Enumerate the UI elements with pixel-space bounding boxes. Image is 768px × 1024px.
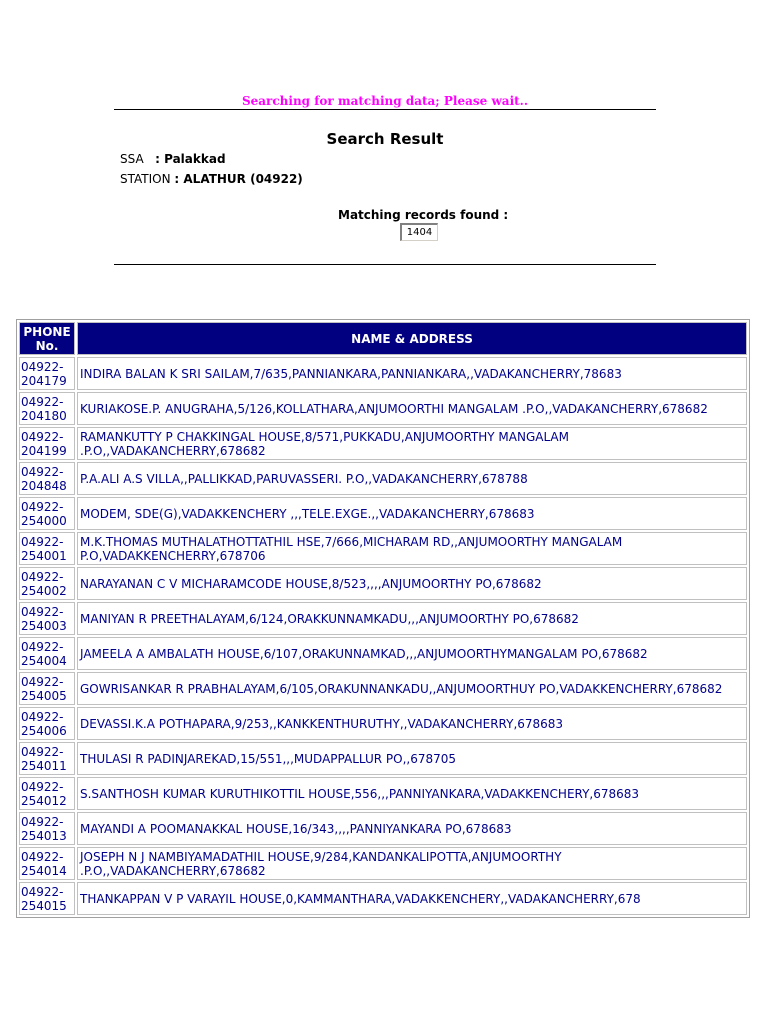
phone-number-cell: 04922-204848: [19, 462, 75, 495]
results-table: [16, 319, 750, 918]
table-row: [19, 462, 747, 495]
phone-number-cell: 04922-254015: [19, 882, 75, 915]
phone-number-cell: 04922-254012: [19, 777, 75, 810]
phone-number-cell: 04922-204179: [19, 357, 75, 390]
divider-bottom: [114, 264, 656, 265]
name-address-cell: DEVASSI.K.A POTHAPARA,9/253,,KANKKENTHURUTHY,,VADAKANCHERRY,678683: [77, 707, 747, 740]
phone-number-cell: 04922-254013: [19, 812, 75, 845]
name-address-cell: RAMANKUTTY P CHAKKINGAL HOUSE,8/571,PUKKADU,ANJUMOORTHY MANGALAM .P.O,,VADAKANCHERRY,678682: [77, 427, 747, 460]
station-value: : ALATHUR (04922): [174, 172, 303, 186]
ssa-line: [120, 152, 226, 166]
name-address-cell: THULASI R PADINJAREKAD,15/551,,,MUDAPPALLUR PO,,678705: [77, 742, 747, 775]
name-address-cell: JOSEPH N J NAMBIYAMADATHIL HOUSE,9/284,KANDANKALIPOTTA,ANJUMOORTHY .P.O,,VADAKANCHERRY,678682: [77, 847, 747, 880]
column-header-name-address: NAME & ADDRESS: [77, 322, 747, 355]
page-title: Search Result: [326, 130, 444, 148]
phone-number-cell: 04922-204199: [19, 427, 75, 460]
name-address-cell: MANIYAN R PREETHALAYAM,6/124,ORAKKUNNAMKADU,,,ANJUMOORTHY PO,678682: [77, 602, 747, 635]
table-row: [19, 427, 747, 460]
status-message: Searching for matching data; Please wait..: [241, 94, 529, 108]
phone-number-cell: 04922-254001: [19, 532, 75, 565]
name-address-cell: JAMEELA A AMBALATH HOUSE,6/107,ORAKUNNAMKAD,,,ANJUMOORTHYMANGALAM PO,678682: [77, 637, 747, 670]
table-row: [19, 637, 747, 670]
phone-number-cell: 04922-254004: [19, 637, 75, 670]
table-row: [19, 777, 747, 810]
name-address-cell: M.K.THOMAS MUTHALATHOTTATHIL HSE,7/666,MICHARAM RD,,ANJUMOORTHY MANGALAM P.O,VADAKKENCHERRY,678706: [77, 532, 747, 565]
table-row: [19, 392, 747, 425]
matching-records-label: Matching records found :: [338, 208, 509, 222]
ssa-value: : Palakkad: [155, 152, 226, 166]
name-address-cell: THANKAPPAN V P VARAYIL HOUSE,0,KAMMANTHARA,VADAKKENCHERY,,VADAKANCHERRY,678: [77, 882, 747, 915]
phone-number-cell: 04922-204180: [19, 392, 75, 425]
ssa-label: SSA: [120, 152, 144, 166]
table-row: [19, 707, 747, 740]
phone-number-cell: 04922-254002: [19, 567, 75, 600]
phone-number-cell: 04922-254005: [19, 672, 75, 705]
table-row: [19, 602, 747, 635]
table-row: [19, 357, 747, 390]
phone-number-cell: 04922-254011: [19, 742, 75, 775]
table-row: [19, 847, 747, 880]
table-row: [19, 567, 747, 600]
name-address-cell: MODEM, SDE(G),VADAKKENCHERY ,,,TELE.EXGE.,,VADAKANCHERRY,678683: [77, 497, 747, 530]
name-address-cell: P.A.ALI A.S VILLA,,PALLIKKAD,PARUVASSERI. P.O,,VADAKANCHERRY,678788: [77, 462, 747, 495]
name-address-cell: MAYANDI A POOMANAKKAL HOUSE,16/343,,,,PANNIYANKARA PO,678683: [77, 812, 747, 845]
table-header-row: [19, 322, 747, 355]
name-address-cell: INDIRA BALAN K SRI SAILAM,7/635,PANNIANKARA,PANNIANKARA,,VADAKANCHERRY,78683: [77, 357, 747, 390]
phone-number-cell: 04922-254003: [19, 602, 75, 635]
station-line: [120, 172, 303, 186]
name-address-cell: GOWRISANKAR R PRABHALAYAM,6/105,ORAKUNNANKADU,,ANJUMOORTHUY PO,VADAKKENCHERRY,678682: [77, 672, 747, 705]
table-row: [19, 882, 747, 915]
table-row: [19, 672, 747, 705]
table-row: [19, 532, 747, 565]
table-row: [19, 812, 747, 845]
station-label: STATION: [120, 172, 171, 186]
table-row: [19, 497, 747, 530]
name-address-cell: NARAYANAN C V MICHARAMCODE HOUSE,8/523,,,,ANJUMOORTHY PO,678682: [77, 567, 747, 600]
phone-number-cell: 04922-254000: [19, 497, 75, 530]
divider-top: [114, 109, 656, 110]
matching-records-count: 1404: [400, 223, 438, 241]
phone-number-cell: 04922-254014: [19, 847, 75, 880]
name-address-cell: S.SANTHOSH KUMAR KURUTHIKOTTIL HOUSE,556,,,PANNIYANKARA,VADAKKENCHERY,678683: [77, 777, 747, 810]
column-header-phone: PHONE No.: [19, 322, 75, 355]
phone-number-cell: 04922-254006: [19, 707, 75, 740]
name-address-cell: KURIAKOSE.P. ANUGRAHA,5/126,KOLLATHARA,ANJUMOORTHI MANGALAM .P.O,,VADAKANCHERRY,678682: [77, 392, 747, 425]
table-row: [19, 742, 747, 775]
